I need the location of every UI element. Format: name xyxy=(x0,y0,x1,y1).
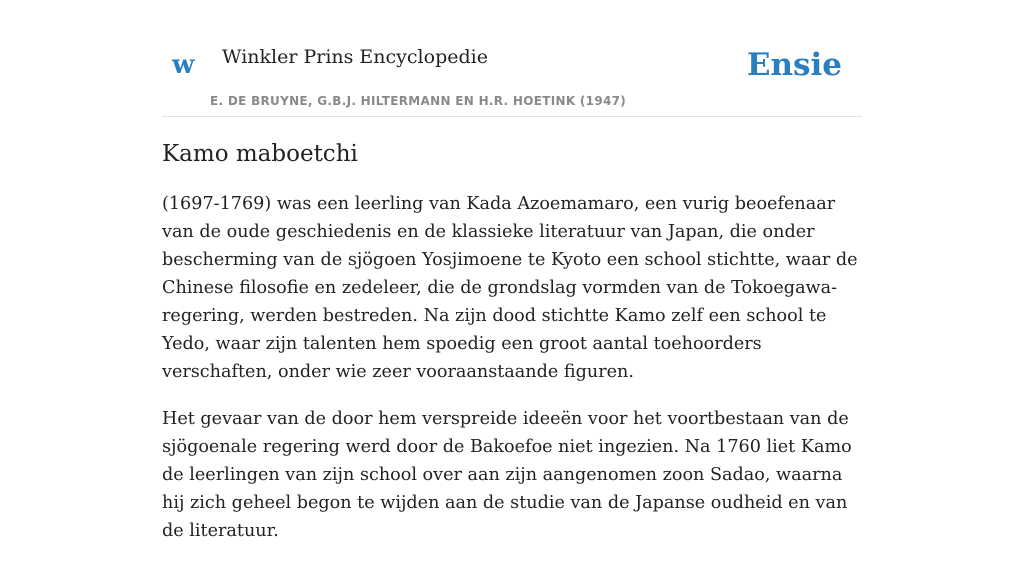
site-title[interactable]: Winkler Prins Encyclopedie xyxy=(222,46,488,68)
authors-subtitle: E. DE BRUYNE, G.B.J. HILTERMANN EN H.R. HOETINK (1947) xyxy=(210,94,627,108)
winkler-prins-logo[interactable]: w xyxy=(172,50,195,80)
article-paragraph: (1697-1769) was een leerling van Kada Azoemamaro, een vurig beoefenaar van de oude geschiedenis en de klassieke literatuur van Japan, die onder bescherming van de sjögoen Yosjimoene te Kyoto een school stichtte, waar de Chinese filosofie en zedeleer, die de grondslag vormden van de Tokoegawa-regering, werden bestreden. Na zijn dood stichtte Kamo zelf een school te Yedo, waar zijn talenten hem spoedig een groot aantal toehoorders verschaften, onder wie zeer vooraanstaande figuren. xyxy=(162,194,858,383)
article-paragraph: Het gevaar van de door hem verspreide ideeën voor het voortbestaan van de sjögoenale regering werd door de Bakoefoe niet ingezien. Na 1760 liet Kamo de leerlingen van zijn school over aan zijn aangenomen zoon Sadao, waarna hij zich geheel begon te wijden aan de studie van de Japanse oudheid en van de literatuur. xyxy=(162,409,852,542)
site-header xyxy=(162,0,862,117)
article xyxy=(162,138,862,564)
ensie-brand-link[interactable]: Ensie xyxy=(746,47,842,83)
article-title: Kamo maboetchi xyxy=(162,141,358,167)
